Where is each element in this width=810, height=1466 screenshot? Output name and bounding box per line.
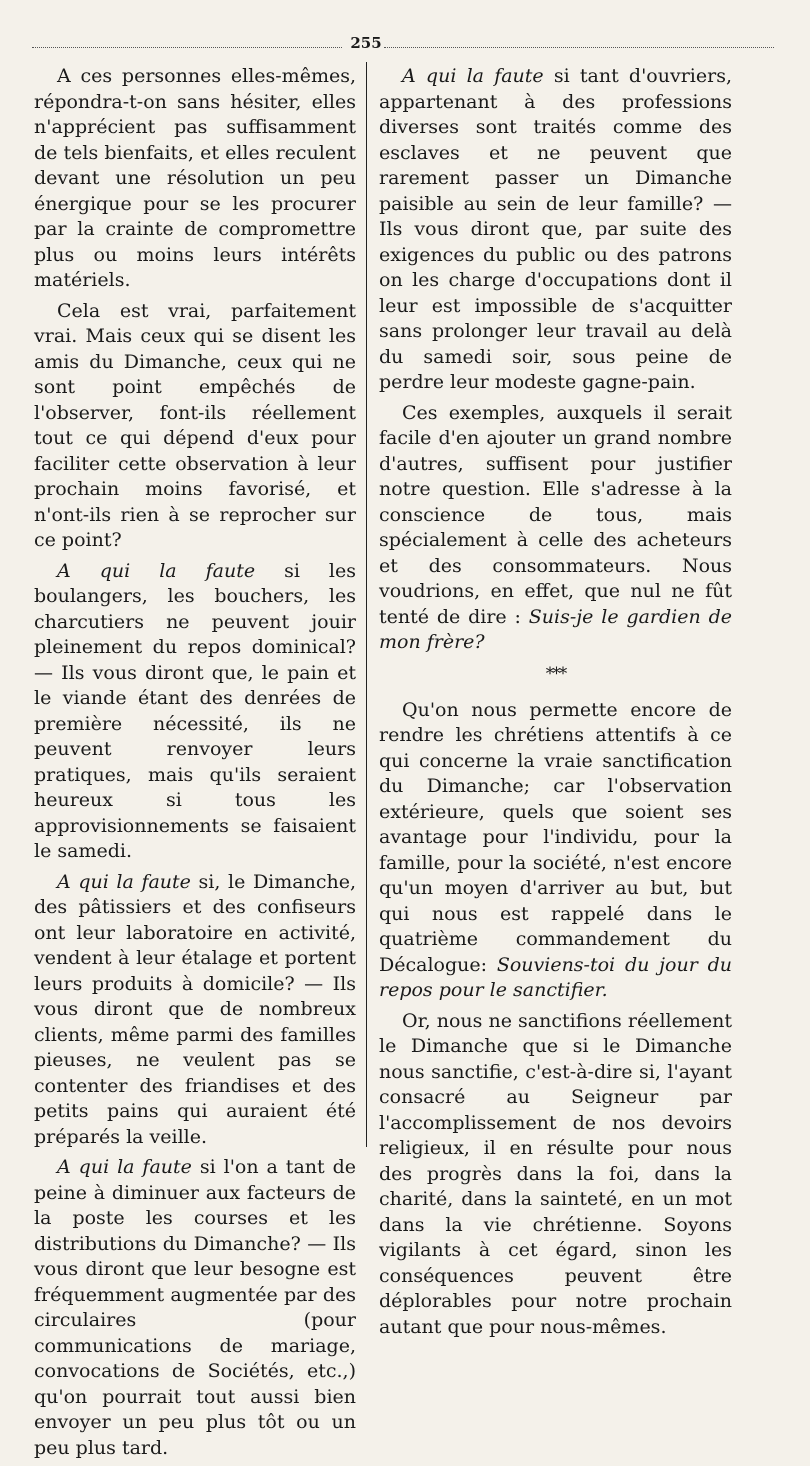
paragraph-body: si l'on a tant de peine à diminuer aux facteurs de la poste les courses et les distributions du Dimanche? — Ils vous diront que leur besogne est fréquemment augmentée par des circulaires (pour communications de mariage, convocations de Sociétés, etc.,) qu'on pourrait tout aussi bien envoyer un peu plus tôt ou un peu plus tard. <box>34 1156 356 1459</box>
header-rule-left <box>32 47 342 48</box>
paragraph: A ces personnes elles-mêmes, répondra-t-on sans hésiter, elles n'apprécient pas suffisamment de tels bienfaits, et elles reculent devant une résolution un peu énergique pour se les procurer par la crainte de compromettre plus ou moins leurs intérêts matériels. <box>34 65 356 291</box>
paragraph: Or, nous ne sanctifions réellement le Dimanche que si le Dimanche nous sanctifie, c'est-à-dire si, l'ayant consacré au Seigneur par l'accomplissement de nos devoirs religieux, il en résulte pour nous des progrès dans la foi, dans la charité, dans la sainteté, en un mot dans la vie chrétienne. Soyons vigilants à cet égard, sinon les conséquences peuvent être déplorables pour notre prochain autant que pour nous-mêmes. <box>379 1009 732 1338</box>
paragraph-lead: A qui la faute <box>57 1156 192 1178</box>
quotation: Souviens-toi du jour du repos pour le sanctifier. <box>379 953 733 1001</box>
paragraph <box>379 401 732 656</box>
paragraph <box>34 1155 356 1461</box>
paragraph: Cela est vrai, parfaitement vrai. Mais ceux qui se disent les amis du Dimanche, ceux qui ne sont point empêchés de l'observer, font-ils réellement tout ce qui dépend d'eux pour faciliter cette observation à leur prochain moins favorisé, et n'ont-ils rien à se reprocher sur ce point? <box>34 299 356 551</box>
right-column <box>379 64 732 1345</box>
paragraph-lead: A qui la faute <box>57 559 256 582</box>
left-column <box>34 64 356 1466</box>
paragraph-lead: A qui la faute <box>57 870 191 893</box>
paragraph-body: Qu'on nous permette encore de rendre les chrétiens attentifs à ce qui concerne la vraie sanctification du Dimanche; car l'observation extérieure, quels que soient ses avantage pour l'individu, pour la famille, pour la société, n'est encore qu'un moyen d'arriver au but, but qui nous est rappelé dans le quatrième commandement du Décalogue: <box>379 698 732 976</box>
quotation: Suis-je le gardien de mon frère? <box>379 605 732 653</box>
column-divider <box>366 62 367 1147</box>
paragraph <box>34 559 356 865</box>
paragraph <box>34 870 356 1151</box>
paragraph <box>379 64 732 396</box>
section-separator-stars: *** <box>545 663 566 684</box>
page-number: 255 <box>350 34 382 52</box>
header-rule-right <box>384 47 774 48</box>
paragraph-body: si tant d'ouvriers, appartenant à des professions diverses sont traités comme des esclaves et ne peuvent que rarement passer un Dimanche paisible au sein de leur famille? — Ils vous diront que, par suite des exigences du public ou des patrons on les charge d'occupations dont il leur est impossible de s'acquitter sans prolonger leur travail au delà du samedi soir, sous peine de perdre leur modeste gagne-pain. <box>379 65 732 393</box>
paragraph-lead: A qui la faute <box>402 65 544 87</box>
paragraph-body: si, le Dimanche, des pâtissiers et des confiseurs ont leur laboratoire en activité, vendent à leur étalage et portent leurs produits à domicile? — Ils vous diront que de nombreux clients, même parmi des familles pieuses, ne veulent pas se contenter des friandises et des petits pains qui auraient été préparés la veille. <box>34 870 356 1148</box>
paragraph <box>379 698 732 1004</box>
paragraph-body: Ces exemples, auxquels il serait facile d'en ajouter un grand nombre d'autres, suffisent pour justifier notre question. Elle s'adresse à la conscience de tous, mais spécialement à celle des acheteurs et des consommateurs. Nous voudrions, en effet, que nul ne fût tenté de dire : <box>379 401 732 628</box>
paragraph-body: si les boulangers, les bouchers, les charcutiers ne peuvent jouir pleinement du repos dominical? — Ils vous diront que, le pain et le viande étant des denrées de première nécessité, ils ne peuvent renvoyer leurs pratiques, mais qu'ils seraient heureux si tous les approvisionnements se faisaient le samedi. <box>34 559 356 862</box>
